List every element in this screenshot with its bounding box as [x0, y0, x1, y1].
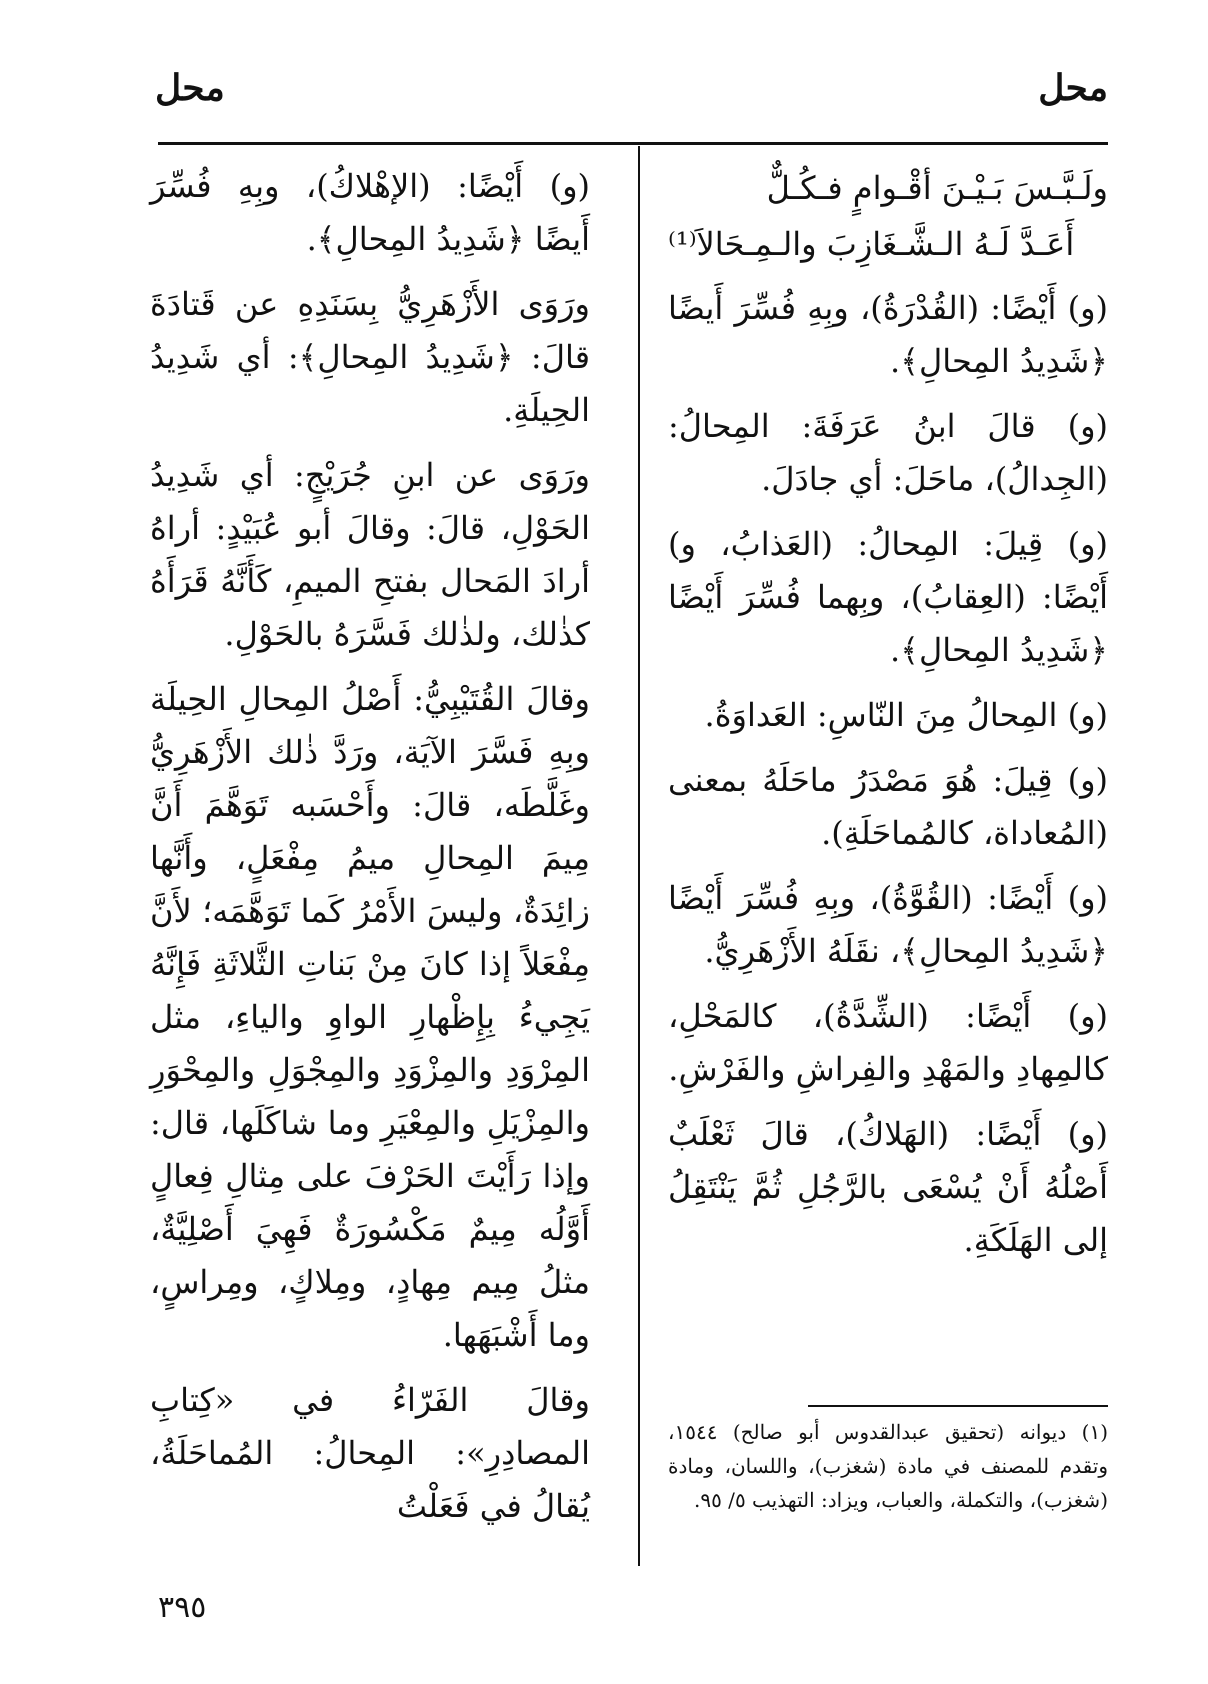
paragraph: (و) أَيْضًا: (الشِّدَّةُ)، كالمَحْلِ، كالمِهادِ والمَهْدِ والفِراشِ والفَرْشِ.: [668, 997, 1108, 1088]
column-divider: [638, 146, 640, 1566]
right-column: [668, 160, 1108, 1279]
poetry-verse: [668, 160, 1108, 272]
paragraph: (و) أَيْضًا: (القُوَّةُ)، وبِهِ فُسِّرَ أَيْضًا ﴿شَدِيدُ المِحالِ﴾، نقَلَهُ الأَزْهَرِيُّ.: [668, 879, 1108, 970]
paragraph: (و) قِيلَ: هُوَ مَصْدَرُ ماحَلَهُ بمعنى (المُعاداة، كالمُماحَلَةِ).: [668, 761, 1108, 852]
paragraph: (و) أَيْضًا: (الإهْلاكُ)، وبِهِ فُسِّرَ أَيضًا ﴿شَدِيدُ المِحالِ﴾.: [150, 167, 590, 258]
page-number: ٣٩٥: [158, 1590, 207, 1625]
left-column: [150, 160, 590, 1545]
paragraph: ورَوَى عن ابنِ جُرَيْجٍ: أي شَدِيدُ الحَوْلِ، قالَ: وقالَ أبو عُبَيْدٍ: أراهُ أرادَ المَحال بفتحِ الميمِ، كَأَنَّهُ قَرَأَهُ كذٰلك، ولذٰلك فَسَّرَهُ بالحَوْلِ.: [150, 456, 590, 653]
paragraph: (و) أَيْضًا: (الهَلاكُ)، قالَ ثَعْلَبٌ أَصْلُهُ أَنْ يُسْعَى بالرَّجُلِ ثُمَّ يَنْتَقِلُ إلى الهَلَكَةِ.: [668, 1115, 1108, 1259]
paragraph: (و) المِحالُ مِنَ النّاسِ: العَداوَةُ.: [704, 696, 1108, 734]
verse-line-1: ولَـبَّـسَ بَـيْـنَ أقْـوامٍ فـكُـلٌّ: [766, 169, 1108, 207]
paragraph: وقالَ القُتَيْبِيُّ: أَصْلُ المِحالِ الحِيلَة وبِهِ فَسَّرَ الآيَة، ورَدَّ ذٰلك الأَزْهَرِيُّ وغَلَّطَه، قالَ: وأَحْسَبه تَوَهَّمَ أَنَّ مِيمَ المِحالِ ميمُ مِفْعَلٍ، وأَنَّها زائِدَةٌ، وليسَ الأَمْرُ كَما تَوَهَّمَه؛ لأَنَّ مِفْعَلاً إذا كانَ مِنْ بَناتِ الثَّلاثَةِ فَإِنَّهُ يَجِيءُ بِإِظْهارِ الواوِ والياءِ، مثل المِرْوَدِ والمِزْوَدِ والمِجْوَلِ والمِحْوَرِ والمِزْيَلِ والمِعْيَرِ وما شاكَلَها، قال: وإذا رَأَيْتَ الحَرْفَ على مِثالِ فِعالٍ أَوَّلُه مِيمٌ مَكْسُورَةٌ فَهِيَ أَصْلِيَّةٌ، مثلُ مِيم مِهادٍ، ومِلاكٍ، ومِراسٍ، وما أَشْبَهَها.: [150, 680, 590, 1354]
paragraph: وقالَ الفَرّاءُ في «كِتابِ المصادِرِ»: المِحالُ: المُماحَلَةُ، يُقالُ في فَعَلْتُ: [150, 1381, 590, 1525]
paragraph: (و) قالَ ابنُ عَرَفَةَ: المِحالُ: (الجِدالُ)، ماحَلَ: أي جادَلَ.: [668, 407, 1108, 498]
paragraph: (و) قِيلَ: المِحالُ: (العَذابُ، و) أَيْضًا: (العِقابُ)، وبِهما فُسِّرَ أَيْضًا ﴿شَدِيدُ المِحالِ﴾.: [668, 525, 1108, 669]
footnote-rule: [808, 1405, 1108, 1407]
paragraph: ورَوَى الأَزْهَرِيُّ بِسَنَدِهِ عن قَتادَةَ قالَ: ﴿شَدِيدُ المِحالِ﴾: أي شَدِيدُ الحِيلَةِ.: [150, 285, 590, 429]
paragraph: (و) أَيْضًا: (القُدْرَةُ)، وبِهِ فُسِّرَ أَيضًا ﴿شَدِيدُ المِحالِ﴾.: [668, 289, 1108, 380]
verse-line-2: أَعَـدَّ لَـهُ الـشَّـغَازِبَ والـمِـحَالاَ⁽¹⁾: [668, 225, 1075, 263]
header-rule: [158, 142, 1108, 145]
header-right-title: محل: [1038, 67, 1108, 109]
footnote: (١) ديوانه (تحقيق عبدالقدوس أبو صالح) ١٥٤٤، وتقدم للمصنف في مادة (شغزب)، واللسان، ومادة (شغزب)، والتكملة، والعباب، ويزاد: التهذيب ٥/ ٩٥.: [668, 1420, 1108, 1512]
header-left-title: محل: [155, 67, 225, 109]
